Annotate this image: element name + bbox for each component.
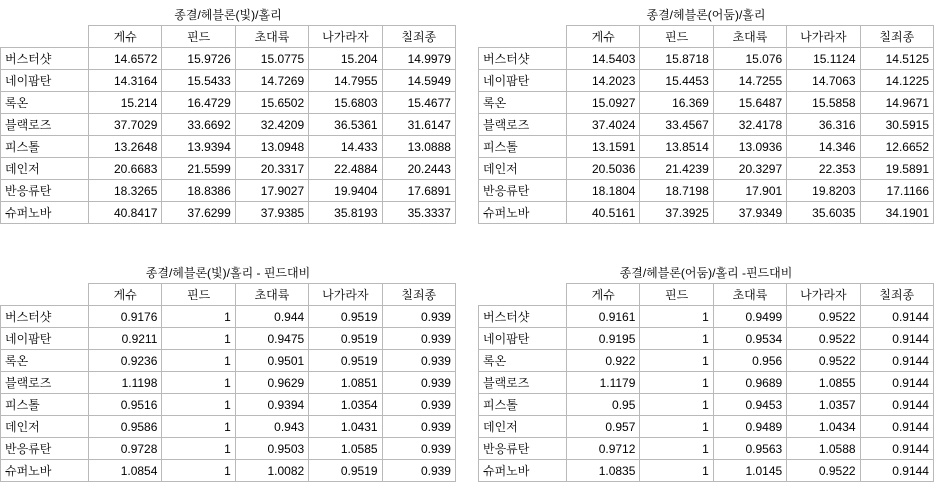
table-row bbox=[1, 158, 456, 180]
data-cell: 15.4677 bbox=[382, 92, 455, 114]
column-header: 칠죄종 bbox=[860, 284, 933, 306]
data-cell: 40.8417 bbox=[89, 202, 162, 224]
data-table-top-left bbox=[0, 4, 456, 224]
table-title: 종결/헤블론(어둠)/홀리 -핀드대비 bbox=[619, 266, 793, 280]
data-cell: 15.0927 bbox=[567, 92, 640, 114]
table-row bbox=[1, 460, 456, 482]
row-header: 데인저 bbox=[1, 416, 89, 438]
data-cell: 13.0948 bbox=[235, 136, 308, 158]
table-row bbox=[479, 70, 934, 92]
column-header: 핀드 bbox=[640, 284, 713, 306]
table-row bbox=[479, 114, 934, 136]
row-header: 네이팜탄 bbox=[479, 70, 567, 92]
table-row bbox=[479, 394, 934, 416]
table-block-top-left bbox=[0, 4, 455, 224]
data-cell: 1 bbox=[162, 460, 235, 482]
data-cell: 15.5858 bbox=[787, 92, 860, 114]
data-cell: 14.7063 bbox=[787, 70, 860, 92]
data-cell: 0.9144 bbox=[860, 372, 933, 394]
table-title: 종결/헤블론(빛)/홀리 bbox=[174, 8, 282, 22]
column-header: 나가라자 bbox=[309, 26, 382, 48]
row-header: 록온 bbox=[1, 92, 89, 114]
data-cell: 20.2443 bbox=[382, 158, 455, 180]
data-cell: 36.316 bbox=[787, 114, 860, 136]
data-cell: 0.9453 bbox=[713, 394, 786, 416]
row-header: 데인저 bbox=[479, 416, 567, 438]
data-cell: 0.9522 bbox=[787, 306, 860, 328]
data-cell: 0.9522 bbox=[787, 460, 860, 482]
data-cell: 13.2648 bbox=[89, 136, 162, 158]
table-block-top-right bbox=[478, 4, 933, 224]
data-cell: 0.9236 bbox=[89, 350, 162, 372]
column-header: 나가라자 bbox=[787, 26, 860, 48]
column-header: 게슈 bbox=[89, 284, 162, 306]
row-header: 슈퍼노바 bbox=[1, 460, 89, 482]
data-cell: 1.0431 bbox=[309, 416, 382, 438]
row-header: 블랙로즈 bbox=[479, 372, 567, 394]
data-cell: 32.4178 bbox=[713, 114, 786, 136]
data-cell: 13.9394 bbox=[162, 136, 235, 158]
data-cell: 14.5403 bbox=[567, 48, 640, 70]
data-cell: 14.6572 bbox=[89, 48, 162, 70]
row-header: 반응류탄 bbox=[479, 438, 567, 460]
data-cell: 20.6683 bbox=[89, 158, 162, 180]
data-cell: 0.9563 bbox=[713, 438, 786, 460]
data-cell: 13.0888 bbox=[382, 136, 455, 158]
table-title: 종결/헤블론(어둠)/홀리 bbox=[646, 8, 766, 22]
table-title-row bbox=[1, 262, 456, 284]
row-header: 데인저 bbox=[479, 158, 567, 180]
data-cell: 18.8386 bbox=[162, 180, 235, 202]
data-cell: 0.9728 bbox=[89, 438, 162, 460]
data-cell: 14.3164 bbox=[89, 70, 162, 92]
data-cell: 1.1198 bbox=[89, 372, 162, 394]
row-header: 네이팜탄 bbox=[1, 70, 89, 92]
data-cell: 15.076 bbox=[713, 48, 786, 70]
data-cell: 19.9404 bbox=[309, 180, 382, 202]
data-cell: 1 bbox=[162, 416, 235, 438]
table-title-row bbox=[479, 262, 934, 284]
data-cell: 1.0854 bbox=[89, 460, 162, 482]
table-row bbox=[1, 48, 456, 70]
table-block-bottom-left bbox=[0, 262, 455, 482]
data-cell: 20.5036 bbox=[567, 158, 640, 180]
table-row bbox=[479, 460, 934, 482]
row-header: 피스톨 bbox=[1, 394, 89, 416]
column-header: 핀드 bbox=[162, 284, 235, 306]
column-header: 초대륙 bbox=[713, 284, 786, 306]
data-cell: 0.9522 bbox=[787, 350, 860, 372]
data-cell: 32.4209 bbox=[235, 114, 308, 136]
data-cell: 14.1225 bbox=[860, 70, 933, 92]
data-cell: 21.5599 bbox=[162, 158, 235, 180]
data-cell: 1.0851 bbox=[309, 372, 382, 394]
row-header: 슈퍼노바 bbox=[479, 202, 567, 224]
data-cell: 20.3297 bbox=[713, 158, 786, 180]
row-header: 블랙로즈 bbox=[1, 114, 89, 136]
data-cell: 1 bbox=[162, 306, 235, 328]
data-cell: 1 bbox=[640, 306, 713, 328]
data-cell: 1.0082 bbox=[235, 460, 308, 482]
data-cell: 0.9519 bbox=[309, 460, 382, 482]
data-cell: 0.939 bbox=[382, 438, 455, 460]
data-cell: 1.1179 bbox=[567, 372, 640, 394]
data-cell: 0.939 bbox=[382, 416, 455, 438]
data-cell: 17.9027 bbox=[235, 180, 308, 202]
data-cell: 0.9144 bbox=[860, 416, 933, 438]
data-cell: 37.9349 bbox=[713, 202, 786, 224]
data-cell: 14.7955 bbox=[309, 70, 382, 92]
data-cell: 1 bbox=[640, 328, 713, 350]
column-header: 핀드 bbox=[162, 26, 235, 48]
row-header: 네이팜탄 bbox=[1, 328, 89, 350]
data-cell: 14.5949 bbox=[382, 70, 455, 92]
row-header: 버스터샷 bbox=[479, 306, 567, 328]
data-cell: 15.6803 bbox=[309, 92, 382, 114]
data-cell: 19.5891 bbox=[860, 158, 933, 180]
column-header: 게슈 bbox=[567, 26, 640, 48]
column-header: 게슈 bbox=[89, 26, 162, 48]
header-corner bbox=[479, 284, 567, 306]
data-cell: 0.956 bbox=[713, 350, 786, 372]
data-cell: 0.9211 bbox=[89, 328, 162, 350]
row-header: 블랙로즈 bbox=[1, 372, 89, 394]
header-corner bbox=[1, 284, 89, 306]
data-cell: 1 bbox=[640, 460, 713, 482]
data-cell: 0.9519 bbox=[309, 350, 382, 372]
column-header: 초대륙 bbox=[713, 26, 786, 48]
table-header-row bbox=[1, 26, 456, 48]
data-cell: 0.9144 bbox=[860, 460, 933, 482]
row-header: 슈퍼노바 bbox=[1, 202, 89, 224]
table-block-bottom-right bbox=[478, 262, 933, 482]
data-cell: 37.7029 bbox=[89, 114, 162, 136]
column-header: 초대륙 bbox=[235, 26, 308, 48]
data-cell: 1 bbox=[162, 394, 235, 416]
data-cell: 21.4239 bbox=[640, 158, 713, 180]
data-cell: 15.204 bbox=[309, 48, 382, 70]
data-cell: 12.6652 bbox=[860, 136, 933, 158]
data-cell: 16.369 bbox=[640, 92, 713, 114]
data-cell: 35.3337 bbox=[382, 202, 455, 224]
data-cell: 0.9475 bbox=[235, 328, 308, 350]
data-cell: 40.5161 bbox=[567, 202, 640, 224]
data-cell: 22.353 bbox=[787, 158, 860, 180]
data-cell: 16.4729 bbox=[162, 92, 235, 114]
table-row bbox=[479, 180, 934, 202]
table-title: 종결/헤블론(빛)/홀리 - 핀드대비 bbox=[145, 266, 311, 280]
data-cell: 14.9979 bbox=[382, 48, 455, 70]
data-cell: 0.9689 bbox=[713, 372, 786, 394]
data-cell: 13.8514 bbox=[640, 136, 713, 158]
column-header: 나가라자 bbox=[309, 284, 382, 306]
data-cell: 0.939 bbox=[382, 328, 455, 350]
data-cell: 33.6692 bbox=[162, 114, 235, 136]
table-header-row bbox=[479, 26, 934, 48]
row-header: 데인저 bbox=[1, 158, 89, 180]
data-cell: 0.9144 bbox=[860, 350, 933, 372]
data-cell: 37.3925 bbox=[640, 202, 713, 224]
data-cell: 15.5433 bbox=[162, 70, 235, 92]
data-cell: 1 bbox=[640, 438, 713, 460]
table-row bbox=[1, 350, 456, 372]
data-cell: 0.943 bbox=[235, 416, 308, 438]
data-cell: 34.1901 bbox=[860, 202, 933, 224]
data-cell: 1 bbox=[162, 372, 235, 394]
data-cell: 0.9499 bbox=[713, 306, 786, 328]
data-cell: 18.1804 bbox=[567, 180, 640, 202]
data-cell: 0.922 bbox=[567, 350, 640, 372]
data-cell: 37.4024 bbox=[567, 114, 640, 136]
data-cell: 15.1124 bbox=[787, 48, 860, 70]
data-table-top-right bbox=[478, 4, 934, 224]
table-row bbox=[1, 416, 456, 438]
data-cell: 0.9144 bbox=[860, 328, 933, 350]
table-title-row bbox=[479, 4, 934, 26]
data-cell: 15.6502 bbox=[235, 92, 308, 114]
table-row bbox=[479, 416, 934, 438]
data-cell: 0.9519 bbox=[309, 328, 382, 350]
data-cell: 22.4884 bbox=[309, 158, 382, 180]
data-cell: 17.1166 bbox=[860, 180, 933, 202]
column-header: 칠죄종 bbox=[382, 284, 455, 306]
data-cell: 14.2023 bbox=[567, 70, 640, 92]
row-header: 버스터샷 bbox=[1, 48, 89, 70]
data-cell: 1.0588 bbox=[787, 438, 860, 460]
data-cell: 0.9503 bbox=[235, 438, 308, 460]
table-row bbox=[479, 306, 934, 328]
data-cell: 33.4567 bbox=[640, 114, 713, 136]
data-cell: 15.4453 bbox=[640, 70, 713, 92]
data-cell: 17.901 bbox=[713, 180, 786, 202]
data-cell: 1.0354 bbox=[309, 394, 382, 416]
data-cell: 14.433 bbox=[309, 136, 382, 158]
table-row bbox=[1, 328, 456, 350]
table-row bbox=[1, 92, 456, 114]
data-cell: 13.1591 bbox=[567, 136, 640, 158]
data-cell: 37.9385 bbox=[235, 202, 308, 224]
data-cell: 0.9394 bbox=[235, 394, 308, 416]
data-cell: 15.8718 bbox=[640, 48, 713, 70]
data-cell: 15.214 bbox=[89, 92, 162, 114]
data-cell: 0.939 bbox=[382, 372, 455, 394]
data-cell: 14.9671 bbox=[860, 92, 933, 114]
data-cell: 14.7269 bbox=[235, 70, 308, 92]
data-cell: 0.9519 bbox=[309, 306, 382, 328]
data-table-bottom-left bbox=[0, 262, 456, 482]
data-cell: 0.9144 bbox=[860, 394, 933, 416]
column-header: 초대륙 bbox=[235, 284, 308, 306]
table-row bbox=[479, 202, 934, 224]
column-header: 게슈 bbox=[567, 284, 640, 306]
data-cell: 0.957 bbox=[567, 416, 640, 438]
row-header: 피스톨 bbox=[479, 394, 567, 416]
data-cell: 1.0855 bbox=[787, 372, 860, 394]
data-cell: 0.9712 bbox=[567, 438, 640, 460]
data-cell: 0.9176 bbox=[89, 306, 162, 328]
data-cell: 13.0936 bbox=[713, 136, 786, 158]
data-cell: 1 bbox=[640, 416, 713, 438]
table-row bbox=[479, 48, 934, 70]
row-header: 버스터샷 bbox=[1, 306, 89, 328]
data-cell: 30.5915 bbox=[860, 114, 933, 136]
table-title-row bbox=[1, 4, 456, 26]
table-header-row bbox=[1, 284, 456, 306]
data-cell: 15.0775 bbox=[235, 48, 308, 70]
table-row bbox=[1, 114, 456, 136]
data-cell: 0.939 bbox=[382, 460, 455, 482]
table-row bbox=[479, 372, 934, 394]
data-cell: 19.8203 bbox=[787, 180, 860, 202]
data-cell: 0.9489 bbox=[713, 416, 786, 438]
data-cell: 0.9161 bbox=[567, 306, 640, 328]
row-header: 피스톨 bbox=[479, 136, 567, 158]
row-header: 반응류탄 bbox=[1, 180, 89, 202]
data-cell: 14.346 bbox=[787, 136, 860, 158]
data-cell: 0.9629 bbox=[235, 372, 308, 394]
data-cell: 0.944 bbox=[235, 306, 308, 328]
header-corner bbox=[1, 26, 89, 48]
data-cell: 18.3265 bbox=[89, 180, 162, 202]
data-cell: 1 bbox=[162, 328, 235, 350]
row-header: 반응류탄 bbox=[479, 180, 567, 202]
table-row bbox=[479, 158, 934, 180]
table-row bbox=[1, 438, 456, 460]
data-cell: 36.5361 bbox=[309, 114, 382, 136]
data-cell: 0.939 bbox=[382, 306, 455, 328]
table-row bbox=[1, 70, 456, 92]
data-cell: 0.9534 bbox=[713, 328, 786, 350]
data-cell: 31.6147 bbox=[382, 114, 455, 136]
data-table-bottom-right bbox=[478, 262, 934, 482]
data-cell: 20.3317 bbox=[235, 158, 308, 180]
table-row bbox=[1, 180, 456, 202]
data-cell: 0.9195 bbox=[567, 328, 640, 350]
row-header: 록온 bbox=[479, 350, 567, 372]
data-cell: 0.939 bbox=[382, 350, 455, 372]
data-cell: 17.6891 bbox=[382, 180, 455, 202]
row-header: 버스터샷 bbox=[479, 48, 567, 70]
column-header: 핀드 bbox=[640, 26, 713, 48]
data-cell: 1.0835 bbox=[567, 460, 640, 482]
data-cell: 0.9522 bbox=[787, 328, 860, 350]
data-cell: 0.9144 bbox=[860, 306, 933, 328]
row-header: 록온 bbox=[479, 92, 567, 114]
data-cell: 1.0145 bbox=[713, 460, 786, 482]
data-cell: 1 bbox=[162, 350, 235, 372]
data-cell: 35.8193 bbox=[309, 202, 382, 224]
row-header: 반응류탄 bbox=[1, 438, 89, 460]
data-cell: 0.9144 bbox=[860, 438, 933, 460]
data-cell: 18.7198 bbox=[640, 180, 713, 202]
column-header: 칠죄종 bbox=[382, 26, 455, 48]
table-row bbox=[479, 438, 934, 460]
data-cell: 1.0434 bbox=[787, 416, 860, 438]
data-cell: 0.95 bbox=[567, 394, 640, 416]
data-cell: 0.9516 bbox=[89, 394, 162, 416]
data-cell: 1 bbox=[640, 372, 713, 394]
data-cell: 1.0357 bbox=[787, 394, 860, 416]
table-row bbox=[479, 92, 934, 114]
table-row bbox=[1, 136, 456, 158]
data-cell: 15.9726 bbox=[162, 48, 235, 70]
data-cell: 15.6487 bbox=[713, 92, 786, 114]
table-row bbox=[1, 372, 456, 394]
data-cell: 0.9586 bbox=[89, 416, 162, 438]
column-header: 나가라자 bbox=[787, 284, 860, 306]
data-cell: 1 bbox=[162, 438, 235, 460]
row-header: 피스톨 bbox=[1, 136, 89, 158]
data-cell: 35.6035 bbox=[787, 202, 860, 224]
row-header: 네이팜탄 bbox=[479, 328, 567, 350]
row-header: 록온 bbox=[1, 350, 89, 372]
data-cell: 1 bbox=[640, 394, 713, 416]
data-cell: 0.939 bbox=[382, 394, 455, 416]
data-cell: 0.9501 bbox=[235, 350, 308, 372]
table-row bbox=[479, 350, 934, 372]
data-cell: 14.7255 bbox=[713, 70, 786, 92]
data-cell: 1.0585 bbox=[309, 438, 382, 460]
table-row bbox=[479, 136, 934, 158]
row-header: 블랙로즈 bbox=[479, 114, 567, 136]
table-header-row bbox=[479, 284, 934, 306]
table-row bbox=[1, 306, 456, 328]
data-cell: 1 bbox=[640, 350, 713, 372]
table-row bbox=[479, 328, 934, 350]
table-row bbox=[1, 202, 456, 224]
data-cell: 37.6299 bbox=[162, 202, 235, 224]
data-cell: 14.5125 bbox=[860, 48, 933, 70]
table-row bbox=[1, 394, 456, 416]
column-header: 칠죄종 bbox=[860, 26, 933, 48]
row-header: 슈퍼노바 bbox=[479, 460, 567, 482]
header-corner bbox=[479, 26, 567, 48]
